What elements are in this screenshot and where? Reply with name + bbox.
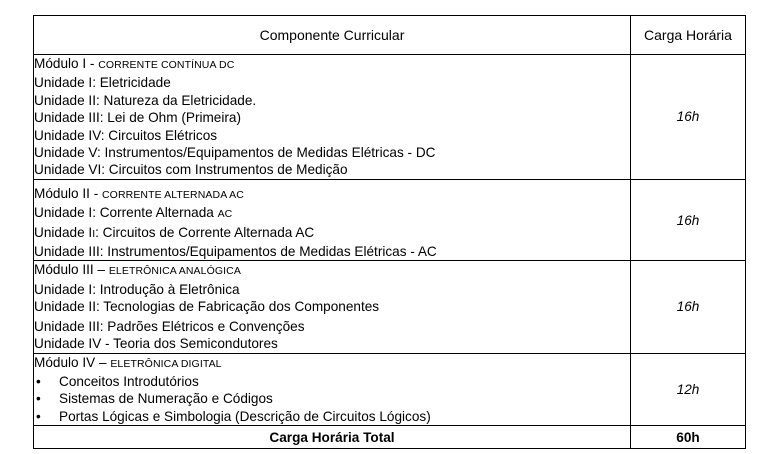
- header-row: [34, 16, 746, 55]
- module-row-3: [34, 261, 746, 353]
- module-row-2: [34, 179, 746, 261]
- topic-item: • Portas Lógicas e Simbologia (Descrição de Circuitos Lógicos): [34, 408, 630, 425]
- module-2-content: [34, 179, 631, 261]
- module-3-content: [34, 261, 631, 353]
- unit-line: Unidade VI: Circuitos com Instrumentos de Medição: [34, 162, 348, 178]
- unit-line: Unidade II: Circuitos de Corrente Alternada AC: [34, 224, 315, 240]
- module-3-hours: 16h: [631, 261, 746, 353]
- unit-line: Unidade III: Instrumentos/Equipamentos de Medidas Elétricas - AC: [34, 244, 437, 260]
- topic-item: • Sistemas de Numeração e Códigos: [34, 390, 630, 407]
- module-row-4: [34, 353, 746, 426]
- unit-line: Unidade III: Lei de Ohm (Primeira): [34, 110, 242, 126]
- topic-item: • Conceitos Introdutórios: [34, 373, 630, 390]
- module-4-hours: 12h: [631, 353, 746, 426]
- header-hours: Carga Horária: [631, 16, 746, 55]
- module-2-title: Módulo II - CORRENTE ALTERNADA AC: [34, 185, 244, 201]
- unit-line: Unidade I: Eletricidade: [34, 75, 171, 91]
- unit-line: Unidade I: Introdução à Eletrônica: [34, 281, 240, 297]
- total-hours: 60h: [631, 426, 746, 449]
- unit-line: Unidade IV: Circuitos Elétricos: [34, 127, 218, 143]
- curriculum-table: [33, 15, 746, 449]
- header-component: Componente Curricular: [34, 16, 631, 55]
- unit-line: Unidade II: Tecnologias de Fabricação dos Componentes: [34, 299, 380, 315]
- module-3-title: Módulo III – ELETRÔNICA ANALÓGICA: [34, 262, 241, 278]
- module-1-content: [34, 55, 631, 180]
- module-2-hours: 16h: [631, 179, 746, 261]
- total-row: [34, 426, 746, 449]
- unit-line: Unidade I: Corrente Alternada AC: [34, 205, 233, 221]
- module-4-content: [34, 353, 631, 426]
- module-row-1: [34, 55, 746, 180]
- module-1-hours: 16h: [631, 55, 746, 180]
- unit-line: Unidade II: Natureza da Eletricidade.: [34, 92, 257, 108]
- topic-list: [34, 373, 630, 425]
- module-4-title: Módulo IV – ELETRÔNICA DIGITAL: [34, 354, 222, 370]
- unit-line: Unidade III: Padrões Elétricos e Convenções: [34, 318, 305, 334]
- unit-line: Unidade V: Instrumentos/Equipamentos de Medidas Elétricas - DC: [34, 145, 436, 161]
- unit-line: Unidade IV - Teoria dos Semicondutores: [34, 336, 278, 352]
- total-label: Carga Horária Total: [34, 426, 631, 449]
- module-1-title: Módulo I - CORRENTE CONTÍNUA DC: [34, 56, 235, 71]
